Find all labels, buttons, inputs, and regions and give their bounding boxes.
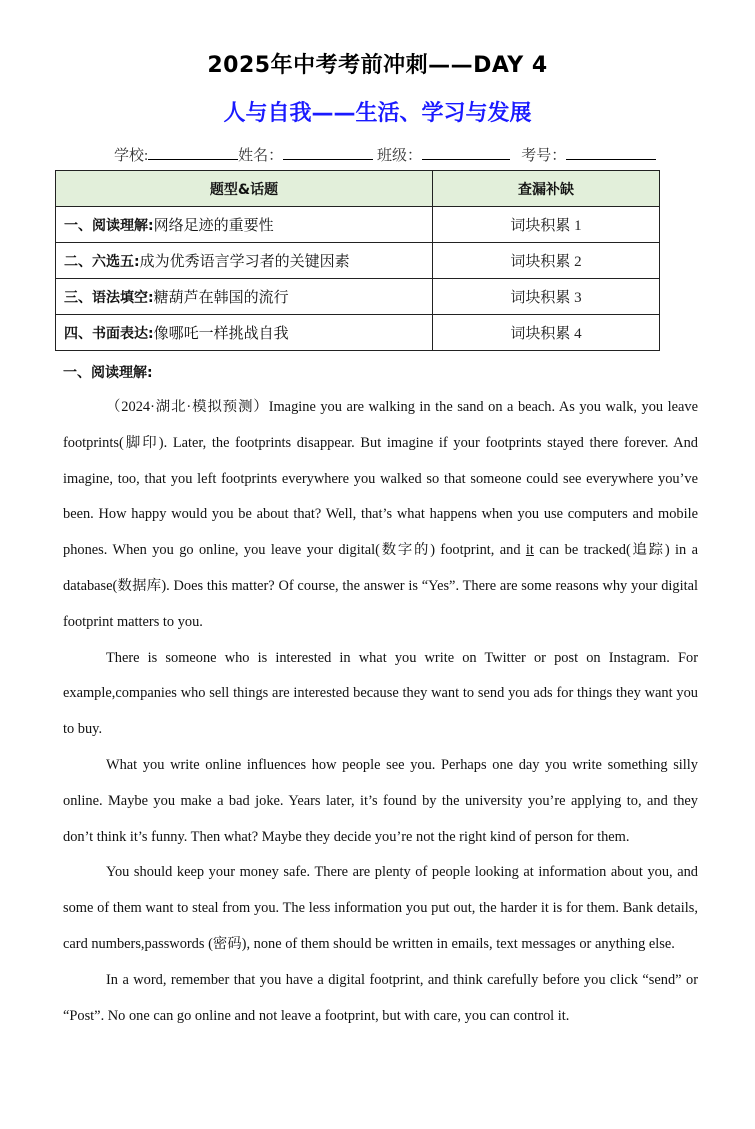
school-label: 学校: [114, 148, 149, 164]
topic-text: 像哪吒一样挑战自我 [153, 326, 289, 342]
underlined-word: it [525, 542, 534, 559]
contents-table [55, 170, 660, 351]
topic-cell [56, 279, 433, 315]
page-subtitle: 人与自我——生活、学习与发展 [223, 101, 532, 126]
section-label: 一、阅读理解: [64, 218, 154, 234]
section-label: 三、语法填空: [64, 290, 154, 306]
table-row [56, 279, 660, 315]
section-heading-reading: 一、阅读理解: [63, 365, 153, 381]
supplement-cell: 词块积累 3 [433, 279, 660, 315]
page-title: 2025年中考考前冲刺——DAY 4 [207, 53, 548, 78]
table-row [56, 243, 660, 279]
topic-text: 网络足迹的重要性 [153, 218, 274, 234]
class-label: 班级： [376, 148, 422, 164]
table-header-supplement: 查漏补缺 [433, 171, 660, 207]
supplement-cell: 词块积累 4 [433, 315, 660, 351]
topic-cell [56, 243, 433, 279]
passage-paragraph-3: What you write online influences how people see you. Perhaps one day you write something silly online. Maybe you make a bad joke. Years later, it’s found by the university you’re applying to, and they don’t think it’s funny. Then what? Maybe they decide you’re not the right kind of person for them. [63, 756, 698, 845]
table-header-row [56, 171, 660, 207]
exam-no-blank[interactable] [566, 145, 656, 160]
passage-paragraph-2: There is someone who is interested in what you write on Twitter or post on Instagram. For example,companies who sell things are interested because they want to send you ads for things they want you to buy. [63, 649, 698, 738]
topic-text: 成为优秀语言学习者的关键因素 [139, 254, 350, 270]
name-blank[interactable] [283, 145, 373, 160]
topic-text: 糖葫芦在韩国的流行 [153, 290, 289, 306]
table-row [56, 315, 660, 351]
section-label: 二、六选五: [64, 254, 140, 270]
reading-passage [63, 390, 698, 1034]
passage-paragraph-1 [63, 390, 698, 641]
student-info-fields [114, 144, 656, 165]
school-blank[interactable] [148, 145, 238, 160]
supplement-cell: 词块积累 1 [433, 207, 660, 243]
paragraph-text: can be tracked(追踪) in a database(数据库). Does this matter? Of course, the answer is “Yes”. There are some reasons why your digital footprint matters to you. [63, 542, 698, 630]
topic-cell [56, 315, 433, 351]
paragraph-text: （2024·湖北·模拟预测）Imagine you are walking in the sand on a beach. As you walk, you leave footprints(脚印). Later, the footprints disappear. But imagine if your footprints stayed there forever. And imagine, too, that you left footprints everywhere you walked so that someone could see everywhere you’ve been. How happy would you be about that? Well, that’s what happens when you use computers and mobile phones. When you go online, you leave your digital(数字的) footprint, and [63, 399, 698, 559]
section-label: 四、书面表达: [64, 326, 154, 342]
topic-cell [56, 207, 433, 243]
supplement-cell: 词块积累 2 [433, 243, 660, 279]
name-label: 姓名： [238, 148, 284, 164]
exam-no-label: 考号： [521, 148, 567, 164]
class-blank[interactable] [422, 145, 510, 160]
table-row [56, 207, 660, 243]
passage-paragraph-5: In a word, remember that you have a digital footprint, and think carefully before you click “send” or “Post”. No one can go online and not leave a footprint, but with care, you can control it. [63, 971, 698, 1024]
passage-paragraph-4: You should keep your money safe. There are plenty of people looking at information about you, and some of them want to steal from you. The less information you put out, the harder it is for them. Bank details, card numbers,passwords (密码), none of them should be written in emails, text messages or anything else. [63, 864, 698, 952]
table-header-topic: 题型&话题 [56, 171, 433, 207]
